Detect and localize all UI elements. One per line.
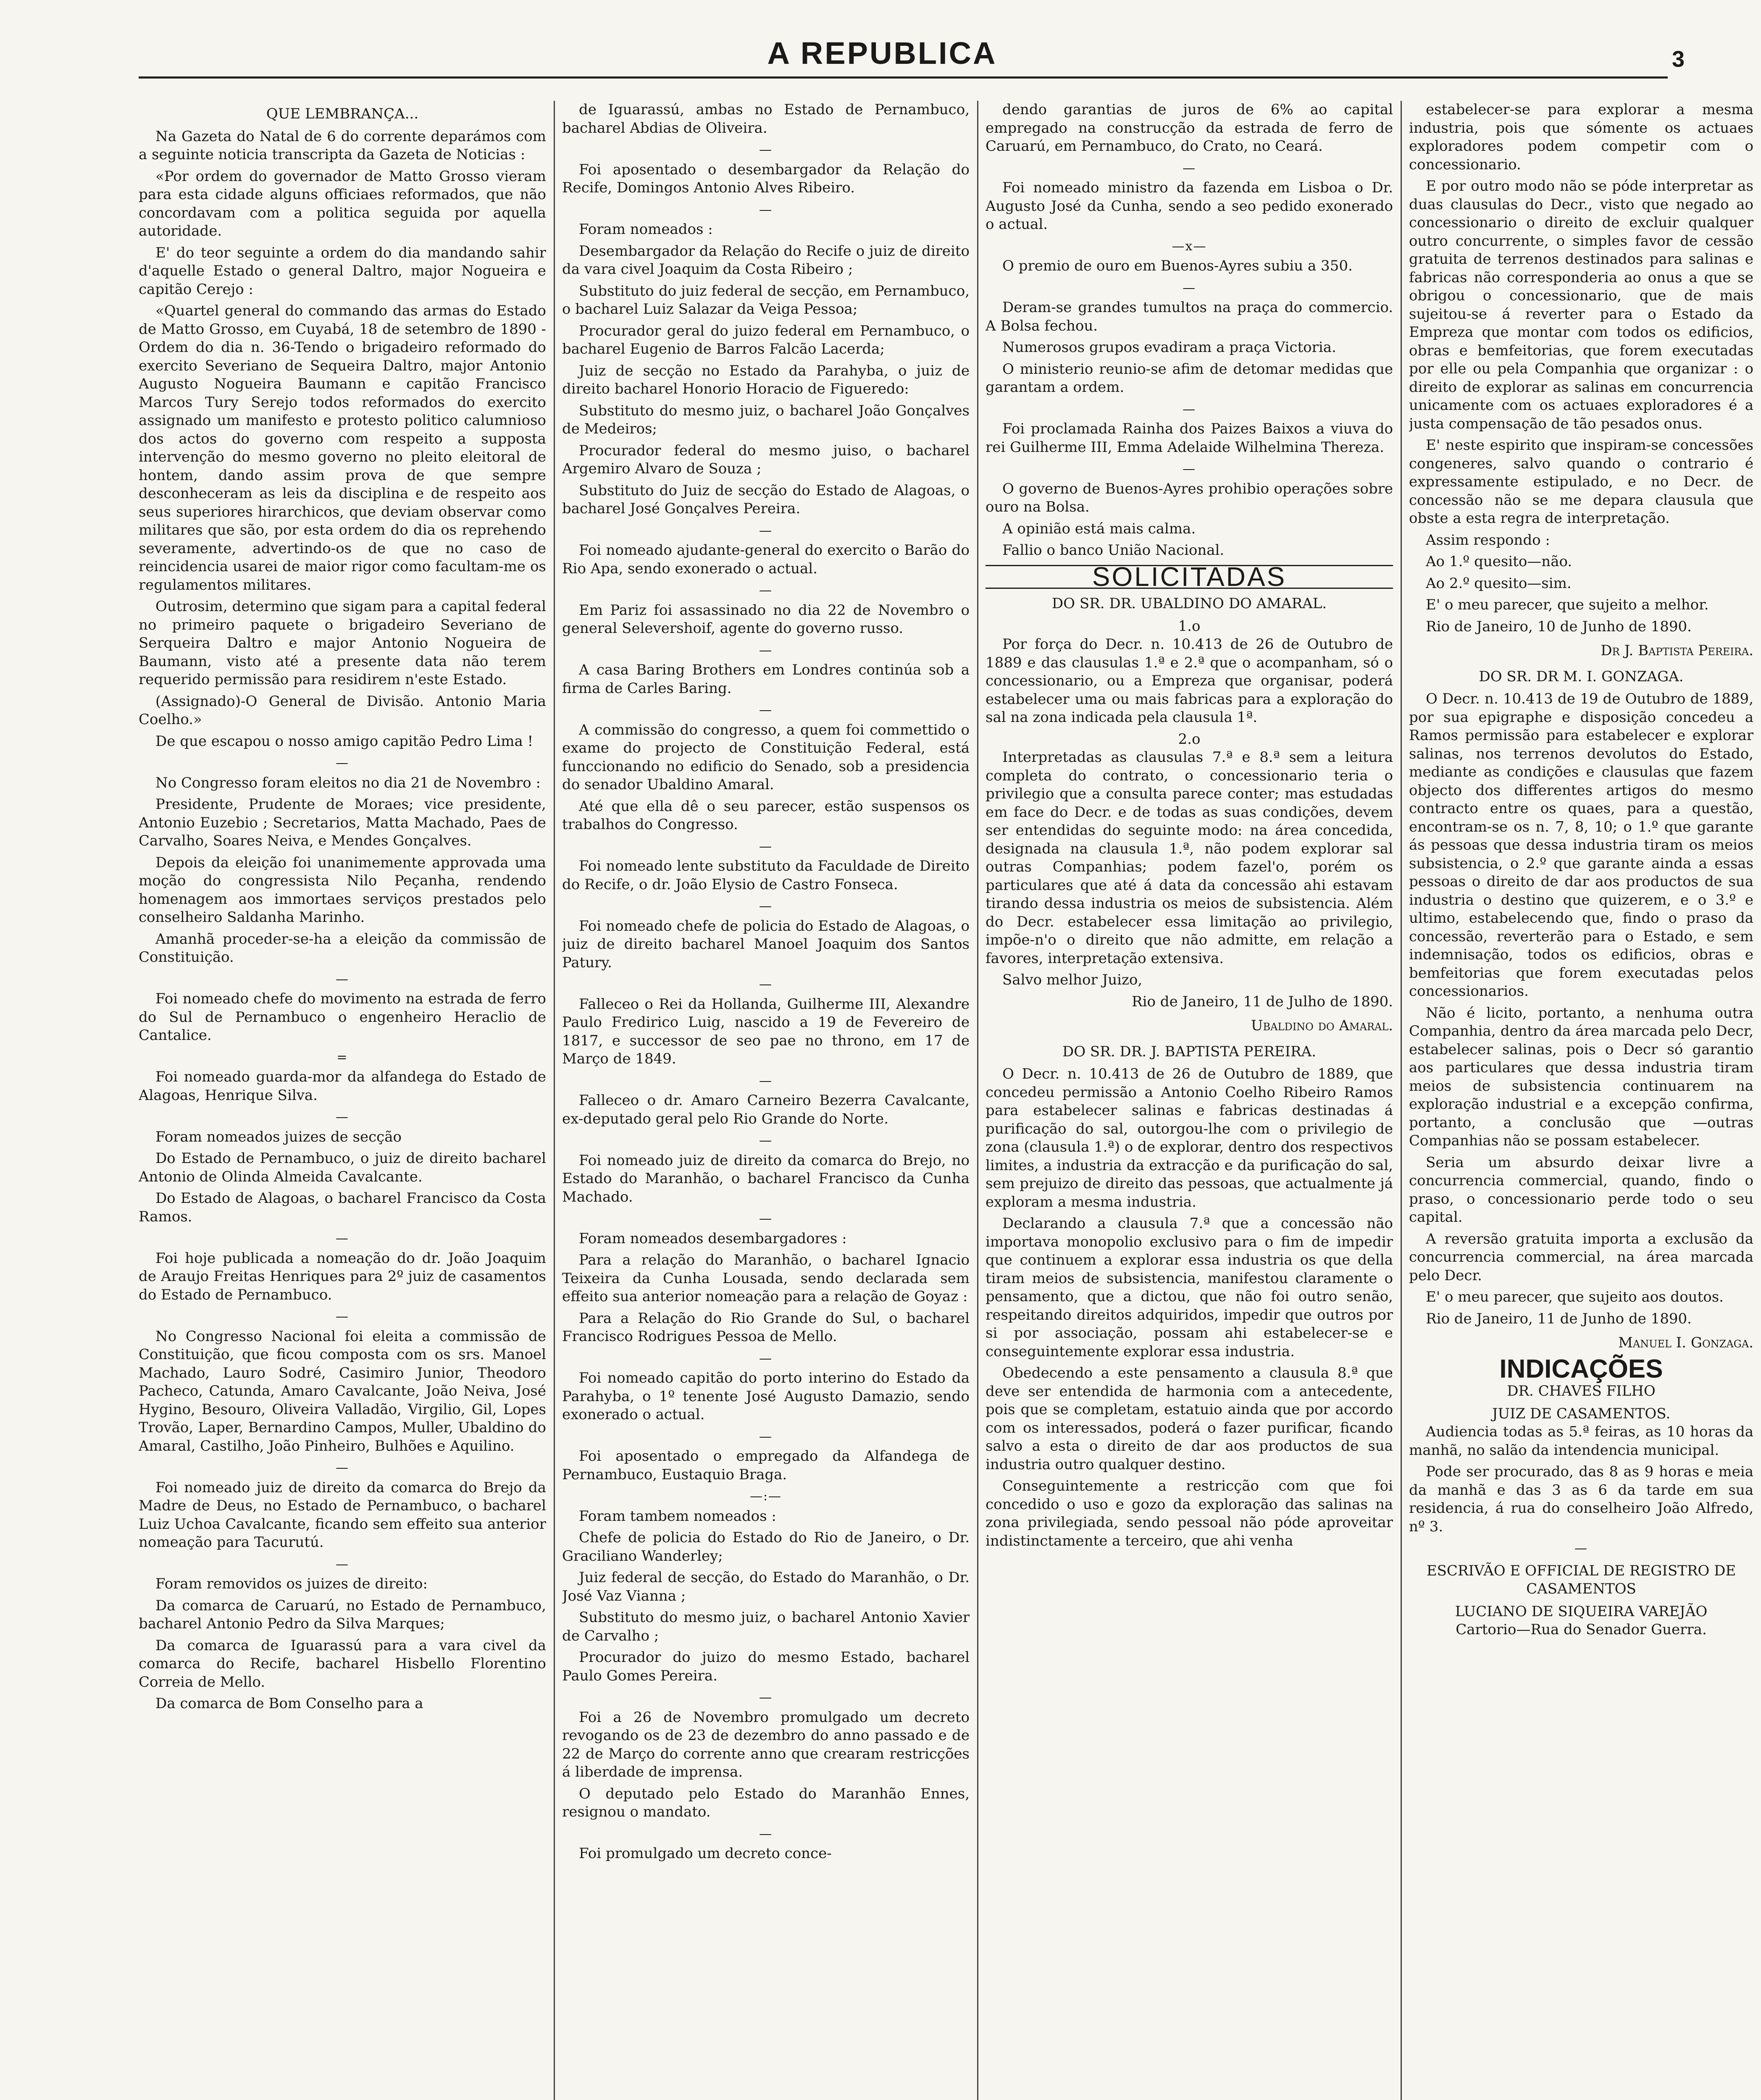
article-paragraph: de Iguarassú, ambas no Estado de Pernambuco, bacharel Abdias de Oliveira. [562, 101, 970, 136]
article-paragraph: Foi nomeado ministro da fazenda em Lisboa o Dr. Augusto José da Cunha, sendo a seo pedido exonerado o actual. [986, 179, 1393, 233]
article-paragraph: O deputado pelo Estado do Maranhão Ennes, resignou o mandato. [562, 1785, 970, 1820]
separator: —:— [749, 1489, 782, 1504]
article-paragraph: Presidente, Prudente de Moraes; vice presidente, Antonio Euzebio ; Secretarios, Matta Machado, Paes de Carvalho, Soares Neiva, e Mendes Gonçalves. [139, 796, 546, 849]
column-3 [986, 101, 1393, 2100]
separator: — [1183, 280, 1196, 295]
article-paragraph: Ao 1.º quesito—não. [1426, 553, 1572, 570]
article-paragraph: Foi hoje publicada a nomeação do dr. João Joaquim de Araujo Freitas Henriques para 2º juiz de casamentos do Estado de Pernambuco. [139, 1250, 546, 1303]
separator: — [759, 1073, 773, 1088]
article-paragraph: Foi nomeado lente substituto da Faculdade de Direito do Recife, o dr. João Elysio de Castro Fonseca. [562, 858, 970, 893]
article-paragraph: Foi aposentado o desembargador da Relação do Recife, Domingos Antonio Alves Ribeiro. [562, 161, 970, 196]
article-paragraph: A opinião está mais calma. [1002, 520, 1196, 537]
article-paragraph: Conseguintemente a restricção com que foi concedido o uso e gozo da exploração das salinas na zona privilegiada, sendo pessoal não póde aproveitar indistinctamente a terceiro, que ahi venha [986, 1478, 1393, 1549]
article-paragraph: «Por ordem do governador de Matto Grosso vieram para esta cidade alguns officiaes reformados, que não concordavam com a politica seguida por aquella autoridade. [139, 168, 546, 239]
column-2 [562, 101, 970, 2100]
separator: — [759, 703, 773, 717]
article-paragraph: No Congresso foram eleitos no dia 21 de Novembro : [155, 774, 541, 791]
article-paragraph: Na Gazeta do Natal de 6 do corrente deparámos com a seguinte noticia transcripta da Gazeta de Noticias : [139, 128, 546, 163]
article-paragraph: Juiz de secção no Estado da Parahyba, o juiz de direito bacharel Honorio Horacio de Figueredo: [562, 362, 970, 397]
separator: — [759, 1429, 773, 1444]
article-paragraph: Foi nomeado guarda-mor da alfandega do Estado de Alagoas, Henrique Silva. [139, 1068, 546, 1104]
signature: Ubaldino do Amaral. [1251, 1017, 1393, 1034]
separator: — [759, 1826, 773, 1841]
article-paragraph: Foram tambem nomeados : [579, 1507, 776, 1525]
separator: — [759, 202, 773, 217]
article-paragraph: Foi aposentado o empregado da Alfandega de Pernambuco, Eustaquio Braga. [562, 1448, 970, 1483]
column-divider [1401, 101, 1402, 2100]
separator: — [759, 1211, 773, 1226]
centered-line: Cartorio—Rua do Senador Guerra. [1456, 1621, 1707, 1638]
article-paragraph: Foi promulgado um decreto conce- [579, 1845, 832, 1862]
article-paragraph: Foram nomeados desembargadores : [579, 1230, 847, 1247]
article-paragraph: Foi nomeado chefe de policia do Estado de Alagoas, o juiz de direito bacharel Manoel Joaquim dos Santos Patury. [562, 917, 970, 971]
article-paragraph: Interpretadas as clausulas 7.ª e 8.ª sem a leitura completa do contrato, o concessionario teria o privilegio que a consulta parece conter; mas estudadas em face do Decr. e de todas as suas condições, devem ser entendidas do seguinte modo: na área concedida, designada na clausula 1.ª, não podem explorar sal outras Companhias; podem fazel'o, porém os particulares que até á data da concessão ahi estavam tirando dessa industria os meios de subsistencia. Além do Decr. estabelecer essa limitação ao privilegio, impõe-n'o o direito que não admitte, em relação a favores, interpretação extensiva. [986, 749, 1393, 967]
separator: — [336, 1557, 349, 1572]
article-paragraph: Chefe de policia do Estado do Rio de Janeiro, o Dr. Graciliano Wanderley; [562, 1529, 970, 1564]
article-paragraph: estabelecer-se para explorar a mesma industria, pois que sómente os actuaes exploradores podem competir com o concessionario. [1409, 101, 1753, 173]
article-paragraph: Rio de Janeiro, 11 de Junho de 1890. [1426, 1310, 1692, 1327]
article-paragraph: Foi nomeado ajudante-general do exercito o Barão do Rio Apa, sendo exonerado o actual. [562, 542, 970, 577]
column-divider [554, 101, 555, 2100]
header-rule [139, 76, 1668, 79]
article-paragraph: Numerosos grupos evadiram a praça Victoria. [1002, 339, 1336, 356]
article-paragraph: Foram nomeados juizes de secção [155, 1128, 402, 1145]
article-paragraph: Substituto do Juiz de secção do Estado de Alagoas, o bacharel José Gonçalves Pereira. [562, 482, 970, 517]
article-paragraph: Amanhã proceder-se-ha a eleição da commissão de Constituição. [139, 930, 546, 966]
article-paragraph: A reversão gratuita importa a exclusão da concurrencia commercial, na área marcada pelo Decr. [1409, 1230, 1753, 1284]
article-paragraph: Audiencia todas as 5.ª feiras, as 10 horas da manhã, no salão da intendencia municipal. [1409, 1423, 1753, 1459]
separator: — [336, 1309, 349, 1324]
centered-line: JUIZ DE CASAMENTOS. [1492, 1405, 1671, 1422]
centered-line: 2.o [1178, 730, 1201, 748]
separator: — [759, 839, 773, 854]
column-4 [1409, 101, 1753, 2100]
article-paragraph: Procurador federal do mesmo juiso, o bacharel Argemiro Alvaro de Souza ; [562, 442, 970, 477]
article-paragraph: (Assignado)-O General de Divisão. Antonio Maria Coelho.» [139, 693, 546, 728]
separator: — [336, 1231, 349, 1246]
section-banner: INDICAÇÕES [1499, 1354, 1663, 1383]
article-paragraph: Obedecendo a este pensamento a clausula 8.ª que deve ser entendida de harmonia com a antecedente, pois que se completam, estatuio ainda que por accordo com os interessados, poderá o fazer purificar, ficando salvo a esta o direito de dar aos productos de sua industria outro qualquer destino. [986, 1365, 1393, 1473]
centered-line: 1.o [1178, 617, 1201, 635]
article-paragraph: Foram nomeados : [579, 221, 713, 238]
section-heading: DR. CHAVES FILHO [1507, 1383, 1656, 1399]
separator: — [759, 142, 773, 157]
article-paragraph: Foi proclamada Rainha dos Paizes Baixos a viuva do rei Guilherme III, Emma Adelaide Wilhelmina Thereza. [986, 420, 1393, 456]
section-banner: SOLICITADAS [986, 565, 1393, 589]
column-1 [139, 101, 546, 2100]
separator: —x— [1172, 239, 1207, 254]
newspaper-title: A REPUBLICA [767, 36, 997, 71]
separator: — [759, 1133, 773, 1148]
separator: — [336, 1460, 349, 1475]
article-paragraph: O premio de ouro em Buenos-Ayres subiu a 350. [1002, 257, 1353, 274]
section-heading: QUE LEMBRANÇA... [266, 105, 419, 122]
article-paragraph: E' neste espirito que inspiram-se concessões congeneres, salvo quando o contrario é expressamente estipulado, e no Decr. de concessão não se me depara clausula que obste a esta regra de interpretação. [1409, 437, 1753, 527]
article-paragraph: O Decr. n. 10.413 de 19 de Outubro de 1889, por sua epigraphe e disposição concedeu a Ramos permissão para estabelecer e explorar salinas, nos terrenos devolutos do Estado, mediante as condições e clausulas que fazem objecto dos differentes artigos do mesmo contracto entre os quaes, para a questão, encontram-se os n. 7, 8, 10; o 1.º que garante ás pessoas que dessa industria tiram os meios subsistencia, o 2.º que garante ainda a essas pessoas o direito de dar aos productos de sua industria o destino que quizerem, e o 3.º e ultimo, estabelecendo que, findo o praso da concessão, reverterão para o Estado, e sem indemnisação, todos os edificios, obras e bemfeitorias que forem executadas pelos concessionarios. [1409, 690, 1753, 1000]
signature: Manuel I. Gonzaga. [1618, 1334, 1753, 1351]
separator: = [336, 1050, 348, 1065]
article-paragraph: Da comarca de Bom Conselho para a [155, 1695, 423, 1712]
article-paragraph: Não é licito, portanto, a nenhuma outra Companhia, dentro da área marcada pelo Decr, estabelecer salinas, pois o Decr só garantio aos particulares que dessa industria tiram meios de subsistencia continuarem na exploração industrial e a excepção confirma, portanto, a conclusão que —outras Companhias não se possam estabelecer. [1409, 1004, 1753, 1149]
article-paragraph: Foi nomeado chefe do movimento na estrada de ferro do Sul de Pernambuco o engenheiro Heraclio de Cantalice. [139, 990, 546, 1044]
article-paragraph: Foi nomeado capitão do porto interino do Estado da Parahyba, o 1º tenente José Augusto Damazio, sendo exonerado o actual. [562, 1370, 970, 1423]
separator: — [336, 1110, 349, 1124]
article-paragraph: E' o meu parecer, que sujeito aos doutos. [1426, 1289, 1724, 1305]
separator: — [759, 1690, 773, 1705]
separator: — [1183, 402, 1196, 417]
article-paragraph: Para a Relação do Rio Grande do Sul, o bacharel Francisco Rodrigues Pessoa de Mello. [562, 1310, 970, 1345]
article-paragraph: Foi nomeado juiz de direito da comarca do Brejo da Madre de Deus, no Estado de Pernambuco, o bacharel Luiz Uchoa Cavalcante, ficando sem effeito sua anterior nomeação para Tacurutú. [139, 1479, 546, 1551]
article-paragraph: «Quartel general do commando das armas do Estado de Matto Grosso, em Cuyabá, 18 de setembro de 1890 -Ordem do dia n. 36-Tendo o brigadeiro reformado do exercito Severiano de Sequeira Daltro, major Antonio Augusto Nogueira Baumann e capitão Francisco Marcos Tury Serejo todos reformados do exercito assignado um manifesto e protesto politico calumnioso dos actos do governo com respeito a supposta intervenção do mesmo governo no pleito eleitoral de hontem, dando assim prova de que sempre desconheceram as leis da disciplina e de respeito aos seus superiores hirarchicos, que deviam observar como militares que são, por esta ordem do dia os reprehendo severamente, advertindo-os de que no caso de reincidencia usarei de maior rigor como facultam-me os regulamentos militares. [139, 302, 546, 593]
article-paragraph: Seria um absurdo deixar livre a concurrencia commercial, quando, findo o praso, o concessionario perde todo o seu capital. [1409, 1154, 1753, 1226]
separator: — [759, 643, 773, 658]
article-paragraph: Falleceo o dr. Amaro Carneiro Bezerra Cavalcante, ex-deputado geral pelo Rio Grande do Norte. [562, 1092, 970, 1127]
article-paragraph: Da comarca de Iguarassú para a vara civel da comarca do Recife, bacharel Hisbello Florentino Correia de Mello. [139, 1637, 546, 1690]
dateline: Rio de Janeiro, 11 de Julho de 1890. [1132, 993, 1393, 1010]
article-paragraph: Em Pariz foi assassinado no dia 22 de Novembro o general Selevershoif, agente do governo russo. [562, 601, 970, 637]
separator: — [1574, 1541, 1588, 1556]
centered-line: LUCIANO DE SIQUEIRA VAREJÃO [1455, 1603, 1708, 1620]
article-paragraph: Declarando a clausula 7.ª que a concessão não importava monopolio exclusivo para o fim de impedir que continuem a explorar essa industria os que della tiram meios de subsistencia, manifestou claramente o pensamento, que a dictou, que não foi outro senão, respeitando direitos adquiridos, impedir que outros por si por associação, possam ahi estabelecer-se e conseguintemente explorar essa industria. [986, 1215, 1393, 1360]
signature: Dr J. Baptista Pereira. [1601, 642, 1753, 659]
article-paragraph: Pode ser procurado, das 8 as 9 horas e meia da manhã e das 3 as 6 da tarde em sua residencia, á rua do conselheiro João Alfredo, nº 3. [1409, 1463, 1753, 1535]
separator: — [759, 583, 773, 598]
article-paragraph: Foram removidos os juizes de direito: [155, 1575, 428, 1592]
article-paragraph: Do Estado de Alagoas, o bacharel Francisco da Costa Ramos. [139, 1190, 546, 1225]
separator: — [759, 977, 773, 992]
article-paragraph: E' o meu parecer, que sujeito a melhor. [1426, 596, 1709, 613]
article-paragraph: Fallio o banco União Nacional. [1002, 542, 1225, 559]
article-paragraph: Até que ella dê o seu parecer, estão suspensos os trabalhos do Congresso. [562, 798, 970, 833]
masthead [0, 0, 1761, 84]
article-paragraph: Substituto do mesmo juiz, o bacharel Antonio Xavier de Carvalho ; [562, 1609, 970, 1644]
column-divider [977, 101, 978, 2100]
article-paragraph: Juiz federal de secção, do Estado do Maranhão, o Dr. José Vaz Vianna ; [562, 1569, 970, 1604]
article-paragraph: Do Estado de Pernambuco, o juiz de direito bacharel Antonio de Olinda Almeida Cavalcante. [139, 1150, 546, 1185]
article-paragraph: Para a relação do Maranhão, o bacharel Ignacio Teixeira da Cunha Lousada, sendo declarada sem effeito sua anterior nomeação para a relação de Goyaz : [562, 1252, 970, 1305]
article-paragraph: Outrosim, determino que sigam para a capital federal no primeiro paquete o brigadeiro Severiano de Serqueira Daltro e major Antonio Nogueira de Baumann, visto até a presente data não terem requerido permissão para residirem n'este Estado. [139, 598, 546, 688]
article-paragraph: Por força do Decr. n. 10.413 de 26 de Outubro de 1889 e das clausulas 1.ª e 2.ª que o acompanham, só o concessionario, ou a Empreza que organisar, poderá estabelecer uma ou mais fabricas para a exploração do sal na zona indicada pela clausula 1ª. [986, 636, 1393, 726]
article-paragraph: Procurador geral do juizo federal em Pernambuco, o bacharel Eugenio de Barros Falcão Lacerda; [562, 322, 970, 357]
section-heading: DO SR. DR. UBALDINO DO AMARAL. [1051, 595, 1327, 612]
section-heading: DO SR. DR M. I. GONZAGA. [1479, 668, 1684, 685]
page-number: 3 [1672, 47, 1685, 72]
article-paragraph: De que escapou o nosso amigo capitão Pedro Lima ! [155, 732, 534, 750]
article-paragraph: Da comarca de Caruarú, no Estado de Pernambuco, bacharel Antonio Pedro da Silva Marques; [139, 1597, 546, 1632]
article-paragraph: Deram-se grandes tumultos na praça do commercio. A Bolsa fechou. [986, 299, 1393, 334]
article-paragraph: Procurador do juizo do mesmo Estado, bacharel Paulo Gomes Pereira. [562, 1649, 970, 1684]
article-paragraph: Depois da eleição foi unanimemente approvada uma moção do congressista Nilo Peçanha, rendendo homenagem aos immortaes serviços prestados pelo conselheiro Saldanha Marinho. [139, 854, 546, 926]
article-paragraph: Rio de Janeiro, 10 de Junho de 1890. [1426, 618, 1692, 635]
separator: — [759, 523, 773, 538]
article-paragraph: Falleceo o Rei da Hollanda, Guilherme III, Alexandre Paulo Fredirico Luig, nascido a 19 de Fevereiro de 1817, e successor de seo pae no throno, em 17 de Março de 1849. [562, 995, 970, 1067]
separator: — [759, 1351, 773, 1366]
article-paragraph: Foi nomeado juiz de direito da comarca do Brejo, no Estado do Maranhão, o bacharel Francisco da Cunha Machado. [562, 1152, 970, 1205]
separator: — [1183, 160, 1196, 176]
section-heading: DO SR. DR. J. BAPTISTA PEREIRA. [1062, 1043, 1317, 1060]
separator: — [336, 756, 349, 770]
article-paragraph: Desembargador da Relação do Recife o juiz de direito da vara civel Joaquim da Costa Ribeiro ; [562, 242, 970, 278]
article-paragraph: Substituto do juiz federal de secção, em Pernambuco, o bacharel Luiz Salazar da Veiga Pessoa; [562, 282, 970, 318]
separator: — [759, 899, 773, 914]
article-paragraph: O governo de Buenos-Ayres prohibio operações sobre ouro na Bolsa. [986, 480, 1393, 515]
article-paragraph: Salvo melhor Juizo, [1002, 971, 1143, 988]
article-paragraph: Ao 2.º quesito—sim. [1426, 575, 1572, 592]
article-paragraph: dendo garantias de juros de 6% ao capital empregado na construcção da estrada de ferro de Caruarú, em Pernambuco, do Crato, no Ceará. [986, 101, 1393, 155]
section-heading: ESCRIVÃO E OFFICIAL DE REGISTRO DE CASAMENTOS [1426, 1562, 1736, 1597]
separator: — [336, 971, 349, 987]
article-paragraph: O Decr. n. 10.413 de 26 de Outubro de 1889, que concedeu permissão a Antonio Coelho Ribeiro Ramos para estabelecer salinas e fabricas destinadas á purificação do sal, outorgou-lhe com o privilegio de zona (clausula 1.ª) o de explorar, dentro dos respectivos limites, a industria da extracção e da purificação do sal, sem prejuizo de direito das pessoas, que actualmente já exploram a mesma industria. [986, 1066, 1393, 1210]
article-paragraph: A casa Baring Brothers em Londres continúa sob a firma de Carles Baring. [562, 662, 970, 697]
separator: — [1183, 462, 1196, 476]
article-paragraph: E' do teor seguinte a ordem do dia mandando sahir d'aquelle Estado o general Daltro, major Nogueira e capitão Cerejo : [139, 244, 546, 298]
article-paragraph: No Congresso Nacional foi eleita a commissão de Constituição, que ficou composta com os srs. Manoel Machado, Lauro Sodré, Casimiro Junior, Theodoro Pacheco, Catunda, Amaro Cavalcante, João Neiva, José Hygino, Besouro, Oliveira Valladão, Virgilio, Gil, Lopes Trovão, Laper, Bernardino Campos, Muller, Ubaldino do Amaral, Castilho, João Pinheiro, Bulhões e Aquilino. [139, 1328, 546, 1454]
article-paragraph: Substituto do mesmo juiz, o bacharel João Gonçalves de Medeiros; [562, 402, 970, 437]
article-paragraph: Assim respondo : [1426, 531, 1550, 549]
article-paragraph: E por outro modo não se póde interpretar as duas clausulas do Decr., visto que negado ao concessionario o direito de excluir qualquer outro concurrente, o simples favor de cessão gratuita de terrenos destinados para salinas e fabricas não corresponderia ao onus a que se obrigou o concessionario, que de mais sujeitou-se á reverter para o Estado da Empreza que montar com todos os edificios, obras e bemfeitorias, que forem executadas por elle ou pela Companhia que organizar : o direito de explorar as salinas em concurrencia unicamente com os actuaes exploradores é a justa compensação de tão pesados onus. [1409, 178, 1753, 432]
article-paragraph: Foi a 26 de Novembro promulgado um decreto revogando os de 23 de dezembro do anno passado e de 22 de Março do corrente anno que crearam restricções á liberdade de imprensa. [562, 1709, 970, 1780]
article-paragraph: A commissão do congresso, a quem foi commettido o exame do projecto de Constituição Federal, está funccionando no edificio do Senado, sob a presidencia do senador Ubaldino Amaral. [562, 721, 970, 793]
article-paragraph: O ministerio reunio-se afim de detomar medidas que garantam a ordem. [986, 360, 1393, 396]
